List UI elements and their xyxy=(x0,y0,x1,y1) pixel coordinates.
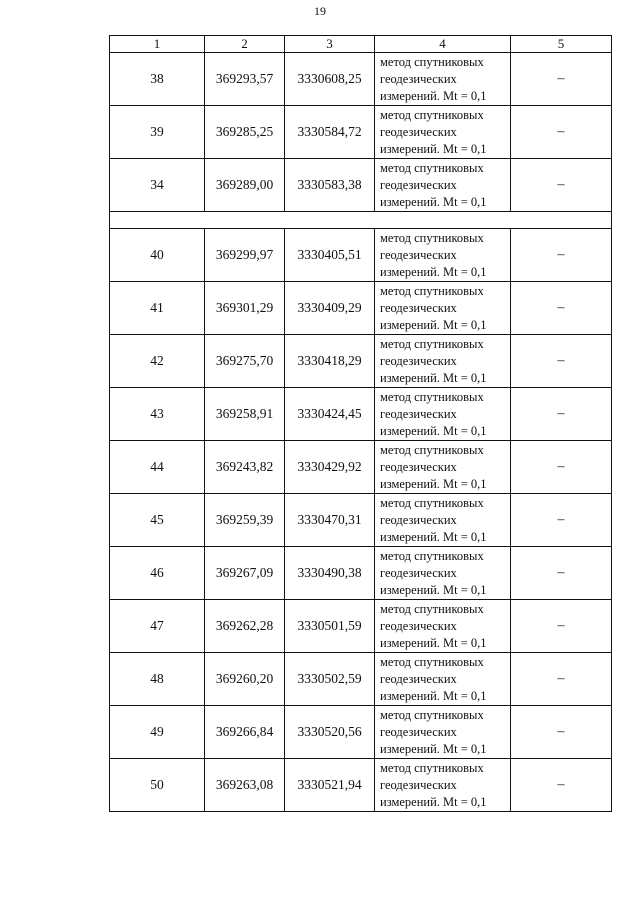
method-cell: метод спутниковых геодезических измерений. Mt = 0,1 xyxy=(375,706,511,759)
table-row xyxy=(110,106,612,159)
note-cell: – xyxy=(511,53,612,106)
note-cell: – xyxy=(511,494,612,547)
note-cell: – xyxy=(511,159,612,212)
column-header: 4 xyxy=(375,36,511,53)
y-coordinate-cell: 3330409,29 xyxy=(285,282,375,335)
y-coordinate-cell: 3330424,45 xyxy=(285,388,375,441)
y-coordinate-cell: 3330405,51 xyxy=(285,229,375,282)
note-cell: – xyxy=(511,441,612,494)
point-number-cell: 40 xyxy=(110,229,205,282)
point-number-cell: 48 xyxy=(110,653,205,706)
y-coordinate-cell: 3330429,92 xyxy=(285,441,375,494)
method-cell: метод спутниковых геодезических измерений. Mt = 0,1 xyxy=(375,229,511,282)
table-row xyxy=(110,388,612,441)
table-row xyxy=(110,494,612,547)
note-cell: – xyxy=(511,388,612,441)
table-row xyxy=(110,53,612,106)
column-header: 2 xyxy=(205,36,285,53)
table-row xyxy=(110,335,612,388)
separator-cell xyxy=(110,212,612,229)
x-coordinate-cell: 369266,84 xyxy=(205,706,285,759)
x-coordinate-cell: 369259,39 xyxy=(205,494,285,547)
x-coordinate-cell: 369285,25 xyxy=(205,106,285,159)
point-number-cell: 44 xyxy=(110,441,205,494)
point-number-cell: 49 xyxy=(110,706,205,759)
note-cell: – xyxy=(511,229,612,282)
column-header: 1 xyxy=(110,36,205,53)
note-cell: – xyxy=(511,106,612,159)
note-cell: – xyxy=(511,759,612,812)
method-cell: метод спутниковых геодезических измерений. Mt = 0,1 xyxy=(375,494,511,547)
method-cell: метод спутниковых геодезических измерений. Mt = 0,1 xyxy=(375,159,511,212)
note-cell: – xyxy=(511,653,612,706)
table-row xyxy=(110,600,612,653)
y-coordinate-cell: 3330502,59 xyxy=(285,653,375,706)
table-row xyxy=(110,441,612,494)
point-number-cell: 41 xyxy=(110,282,205,335)
y-coordinate-cell: 3330584,72 xyxy=(285,106,375,159)
point-number-cell: 34 xyxy=(110,159,205,212)
x-coordinate-cell: 369289,00 xyxy=(205,159,285,212)
y-coordinate-cell: 3330608,25 xyxy=(285,53,375,106)
x-coordinate-cell: 369301,29 xyxy=(205,282,285,335)
method-cell: метод спутниковых геодезических измерений. Mt = 0,1 xyxy=(375,653,511,706)
method-cell: метод спутниковых геодезических измерений. Mt = 0,1 xyxy=(375,388,511,441)
note-cell: – xyxy=(511,600,612,653)
point-number-cell: 43 xyxy=(110,388,205,441)
point-number-cell: 46 xyxy=(110,547,205,600)
table-row xyxy=(110,706,612,759)
y-coordinate-cell: 3330470,31 xyxy=(285,494,375,547)
column-header: 3 xyxy=(285,36,375,53)
y-coordinate-cell: 3330520,56 xyxy=(285,706,375,759)
table-row xyxy=(110,159,612,212)
x-coordinate-cell: 369275,70 xyxy=(205,335,285,388)
page-number: 19 xyxy=(314,4,326,18)
method-cell: метод спутниковых геодезических измерений. Mt = 0,1 xyxy=(375,441,511,494)
x-coordinate-cell: 369299,97 xyxy=(205,229,285,282)
point-number-cell: 42 xyxy=(110,335,205,388)
table-body xyxy=(110,53,612,812)
method-cell: метод спутниковых геодезических измерений. Mt = 0,1 xyxy=(375,335,511,388)
table-row xyxy=(110,229,612,282)
point-number-cell: 45 xyxy=(110,494,205,547)
point-number-cell: 38 xyxy=(110,53,205,106)
header-row xyxy=(110,36,612,53)
method-cell: метод спутниковых геодезических измерений. Mt = 0,1 xyxy=(375,600,511,653)
x-coordinate-cell: 369243,82 xyxy=(205,441,285,494)
method-cell: метод спутниковых геодезических измерений. Mt = 0,1 xyxy=(375,106,511,159)
table-row xyxy=(110,759,612,812)
x-coordinate-cell: 369262,28 xyxy=(205,600,285,653)
table-row xyxy=(110,653,612,706)
note-cell: – xyxy=(511,706,612,759)
coordinates-table xyxy=(109,35,612,812)
y-coordinate-cell: 3330418,29 xyxy=(285,335,375,388)
y-coordinate-cell: 3330501,59 xyxy=(285,600,375,653)
table-row xyxy=(110,547,612,600)
x-coordinate-cell: 369258,91 xyxy=(205,388,285,441)
table-row xyxy=(110,282,612,335)
point-number-cell: 47 xyxy=(110,600,205,653)
method-cell: метод спутниковых геодезических измерений. Mt = 0,1 xyxy=(375,759,511,812)
note-cell: – xyxy=(511,282,612,335)
group-separator-row xyxy=(110,212,612,229)
x-coordinate-cell: 369267,09 xyxy=(205,547,285,600)
x-coordinate-cell: 369293,57 xyxy=(205,53,285,106)
method-cell: метод спутниковых геодезических измерений. Mt = 0,1 xyxy=(375,53,511,106)
method-cell: метод спутниковых геодезических измерений. Mt = 0,1 xyxy=(375,547,511,600)
note-cell: – xyxy=(511,547,612,600)
method-cell: метод спутниковых геодезических измерений. Mt = 0,1 xyxy=(375,282,511,335)
x-coordinate-cell: 369263,08 xyxy=(205,759,285,812)
note-cell: – xyxy=(511,335,612,388)
point-number-cell: 39 xyxy=(110,106,205,159)
y-coordinate-cell: 3330521,94 xyxy=(285,759,375,812)
y-coordinate-cell: 3330490,38 xyxy=(285,547,375,600)
point-number-cell: 50 xyxy=(110,759,205,812)
column-header: 5 xyxy=(511,36,612,53)
x-coordinate-cell: 369260,20 xyxy=(205,653,285,706)
y-coordinate-cell: 3330583,38 xyxy=(285,159,375,212)
